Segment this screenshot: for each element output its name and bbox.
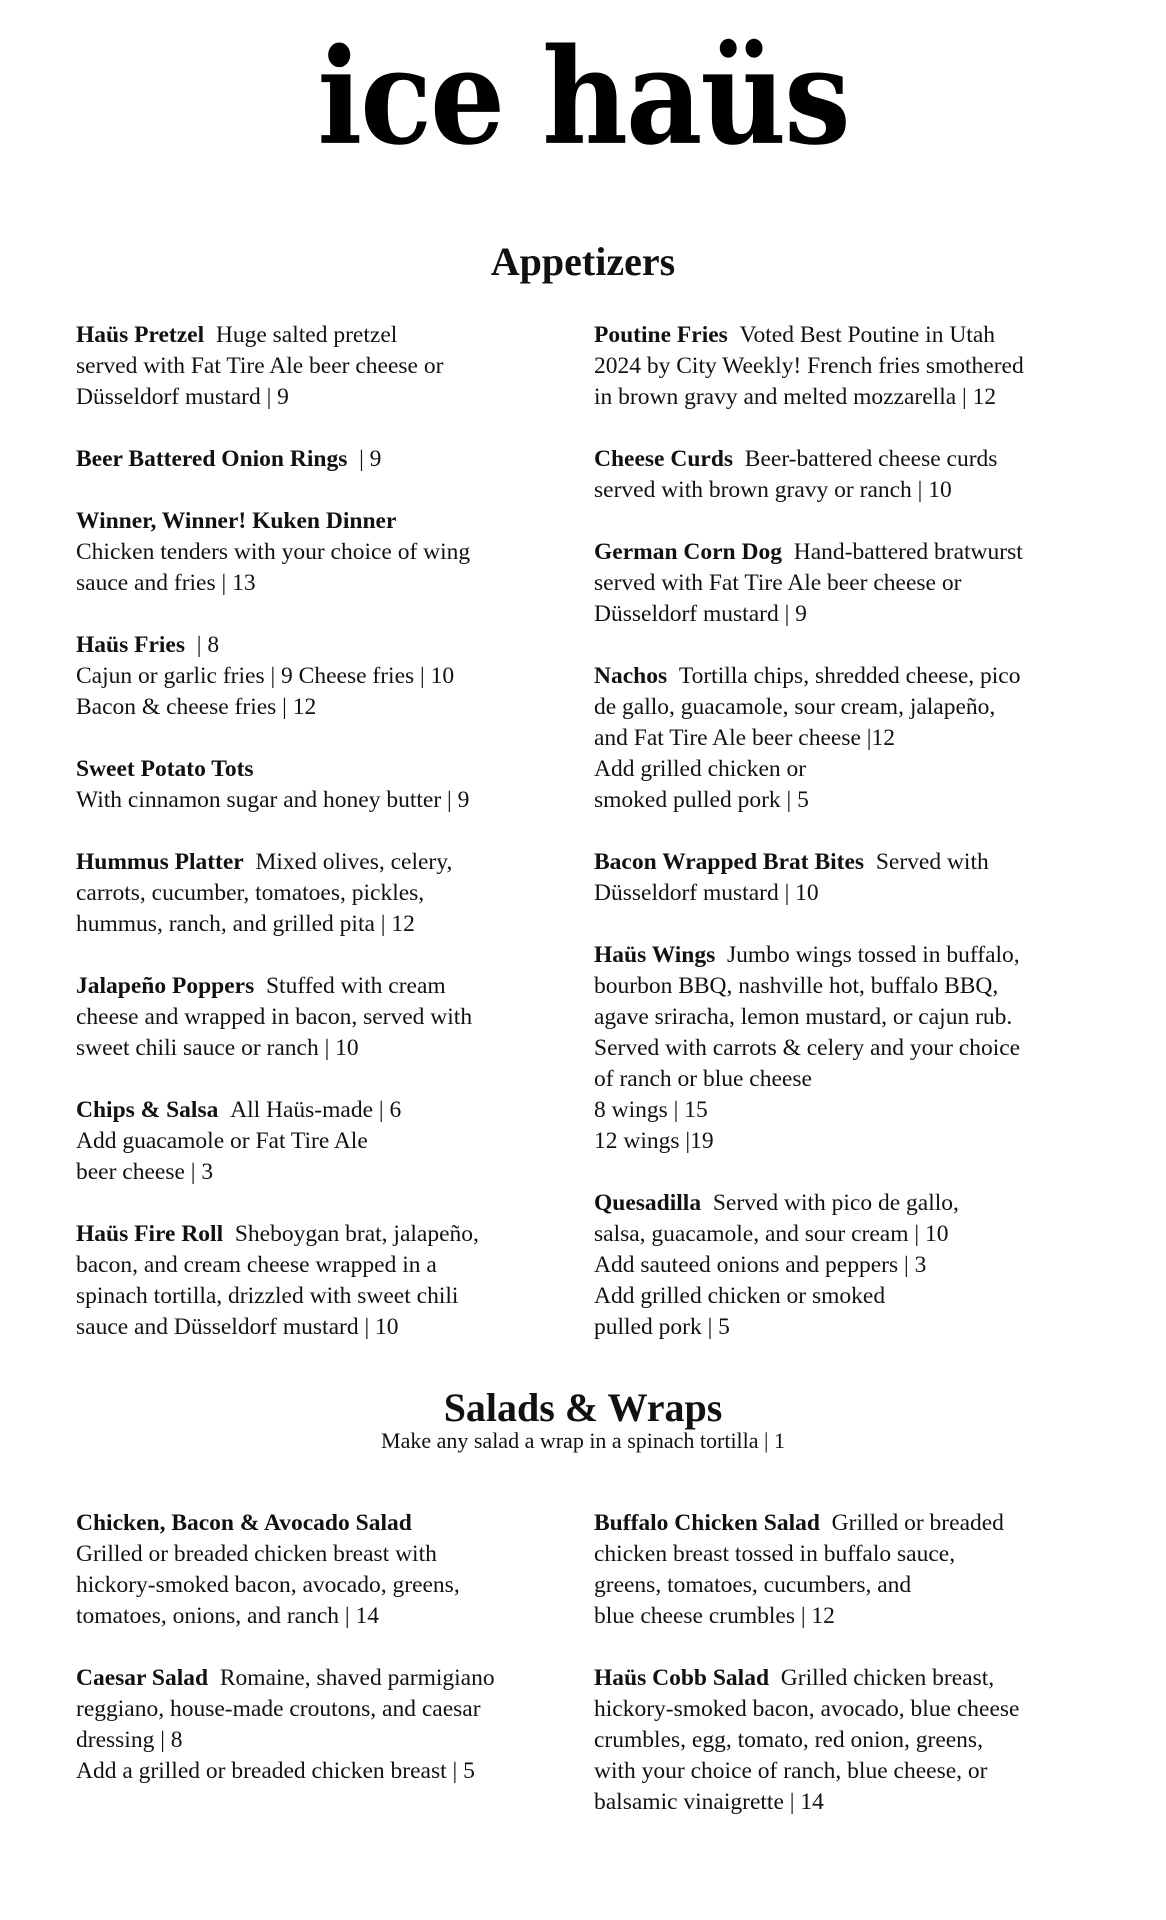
menu-item-name: Buffalo Chicken Salad (594, 1510, 820, 1536)
menu-item-line (594, 1725, 1094, 1756)
menu-item-text: All Haüs-made | 6 (230, 1097, 402, 1123)
menu-item (76, 320, 576, 413)
menu-item-line (594, 1756, 1094, 1787)
menu-item-line (76, 1539, 576, 1570)
menu-item-line (594, 940, 1094, 971)
menu-item (76, 630, 576, 723)
menu-item-name: Nachos (594, 663, 668, 689)
menu-item-text: chicken breast tossed in buffalo sauce, (594, 1541, 956, 1567)
menu-item-line (594, 1601, 1094, 1632)
menu-item-line (594, 971, 1094, 1002)
menu-item (76, 754, 576, 816)
menu-item-line (594, 754, 1094, 785)
menu-item-name: Haüs Pretzel (76, 322, 205, 348)
menu-item-line (76, 1126, 576, 1157)
menu-item (594, 537, 1094, 630)
menu-item-text: Beer-battered cheese curds (744, 446, 998, 472)
appetizers-left-column (76, 320, 576, 1374)
menu-item-line (594, 692, 1094, 723)
menu-item-text: bourbon BBQ, nashville hot, buffalo BBQ, (594, 973, 999, 999)
menu-item-text: of ranch or blue cheese (594, 1066, 812, 1092)
menu-item-name: Haüs Fries (76, 632, 186, 658)
menu-item-line (76, 630, 576, 661)
menu-item-line (594, 847, 1094, 878)
menu-item (76, 1508, 576, 1632)
menu-item-text: Served with pico de gallo, (712, 1190, 959, 1216)
menu-item-line (76, 1157, 576, 1188)
menu-item-name: Haüs Wings (594, 942, 716, 968)
menu-item-line (76, 909, 576, 940)
menu-item-line (76, 878, 576, 909)
menu-item-line (594, 1694, 1094, 1725)
menu-item (76, 1663, 576, 1787)
menu-item-name: Cheese Curds (594, 446, 734, 472)
salads-title: Salads & Wraps (443, 1385, 723, 1430)
menu-item-name: Jalapeño Poppers (76, 973, 255, 999)
menu-item-text: cheese and wrapped in bacon, served with (76, 1004, 473, 1030)
menu-item-text: carrots, cucumber, tomatoes, pickles, (76, 880, 425, 906)
menu-item-line (76, 506, 576, 537)
menu-item-text: Grilled or breaded chicken breast with (76, 1541, 437, 1567)
menu-item-line (594, 878, 1094, 909)
menu-item-line (594, 568, 1094, 599)
menu-item (76, 847, 576, 940)
menu-item-text: 12 wings |19 (594, 1128, 714, 1154)
menu-item-line (594, 1312, 1094, 1343)
menu-item-text: balsamic vinaigrette | 14 (594, 1789, 824, 1815)
menu-item-text: Add a grilled or breaded chicken breast | 5 (76, 1758, 475, 1784)
menu-item-text: | 9 (359, 446, 382, 472)
menu-item-text: hickory-smoked bacon, avocado, blue cheese (594, 1696, 1020, 1722)
menu-item-name: Bacon Wrapped Brat Bites (594, 849, 865, 875)
brand-logo: ice haüs (317, 18, 849, 175)
salads-right-column (594, 1508, 1094, 1849)
menu-item-line (76, 1663, 576, 1694)
menu-item-name: Hummus Platter (76, 849, 244, 875)
menu-item-line (76, 1281, 576, 1312)
menu-item-name: Haüs Cobb Salad (594, 1665, 770, 1691)
menu-item-text: Grilled chicken breast, (780, 1665, 995, 1691)
menu-item-line (76, 754, 576, 785)
menu-item-line (594, 1663, 1094, 1694)
menu-item-text: bacon, and cream cheese wrapped in a (76, 1252, 437, 1278)
menu-item-text: in brown gravy and melted mozzarella | 12 (594, 384, 997, 410)
menu-item-line (76, 568, 576, 599)
menu-item-line (594, 1126, 1094, 1157)
menu-item-text: | 8 (196, 632, 220, 658)
menu-item (594, 940, 1094, 1157)
menu-item-text: de gallo, guacamole, sour cream, jalapeño, (594, 694, 996, 720)
menu-item-text: Add guacamole or Fat Tire Ale (76, 1128, 368, 1154)
menu-item (594, 320, 1094, 413)
menu-item (76, 1095, 576, 1188)
menu-item (594, 1188, 1094, 1343)
menu-item-text: agave sriracha, lemon mustard, or cajun rub. (594, 1004, 1013, 1030)
menu-item (76, 506, 576, 599)
menu-item (594, 1663, 1094, 1818)
menu-item (594, 847, 1094, 909)
salads-left-column (76, 1508, 576, 1818)
appetizers-title: Appetizers (490, 239, 676, 284)
menu-item-text: served with Fat Tire Ale beer cheese or (76, 353, 444, 379)
menu-item-text: sweet chili sauce or ranch | 10 (76, 1035, 359, 1061)
menu-item-name: Chicken, Bacon & Avocado Salad (76, 1510, 412, 1536)
menu-item-text: and Fat Tire Ale beer cheese |12 (594, 725, 895, 751)
menu-item-text: 8 wings | 15 (594, 1097, 708, 1123)
menu-item-line (594, 599, 1094, 630)
menu-item-text: Voted Best Poutine in Utah (739, 322, 995, 348)
menu-item (594, 661, 1094, 816)
menu-item-text: beer cheese | 3 (76, 1159, 214, 1185)
menu-item-text: salsa, guacamole, and sour cream | 10 (594, 1221, 949, 1247)
menu-item-line (76, 1312, 576, 1343)
menu-item-text: smoked pulled pork | 5 (594, 787, 809, 813)
menu-item-text: Add sauteed onions and peppers | 3 (594, 1252, 927, 1278)
menu-item-text: Served with (875, 849, 989, 875)
menu-item-line (594, 1539, 1094, 1570)
menu-item-text: Jumbo wings tossed in buffalo, (727, 942, 1020, 968)
menu-item-text: Hand-battered bratwurst (793, 539, 1023, 565)
menu-item-text: sauce and Düsseldorf mustard | 10 (76, 1314, 399, 1340)
menu-item-line (594, 351, 1094, 382)
menu-item-text: Düsseldorf mustard | 9 (594, 601, 807, 627)
menu-item-line (76, 1250, 576, 1281)
menu-item-name: Haüs Fire Roll (76, 1221, 224, 1247)
menu-item-name: Beer Battered Onion Rings (76, 446, 348, 472)
menu-item-line (594, 382, 1094, 413)
menu-item-line (76, 1095, 576, 1126)
menu-item-text: blue cheese crumbles | 12 (594, 1603, 835, 1629)
appetizers-right-column (594, 320, 1094, 1374)
menu-item-line (76, 1725, 576, 1756)
menu-item-text: pulled pork | 5 (594, 1314, 730, 1340)
menu-item-text: hickory-smoked bacon, avocado, greens, (76, 1572, 460, 1598)
menu-item-line (594, 1095, 1094, 1126)
menu-item-line (76, 320, 576, 351)
menu-item-text: sauce and fries | 13 (76, 570, 256, 596)
salads-subtitle: Make any salad a wrap in a spinach tortilla | 1 (381, 1428, 785, 1453)
menu-item-name: German Corn Dog (594, 539, 782, 565)
menu-item-line (76, 1694, 576, 1725)
menu-item-line (594, 1033, 1094, 1064)
menu-item-line (594, 1281, 1094, 1312)
menu-item-text: Add grilled chicken or smoked (594, 1283, 886, 1309)
menu-item-line (594, 320, 1094, 351)
menu-item (76, 1219, 576, 1343)
menu-item-line (76, 847, 576, 878)
menu-item-text: 2024 by City Weekly! French fries smothered (594, 353, 1024, 379)
menu-item-text: Served with carrots & celery and your choice (594, 1035, 1021, 1061)
menu-item-line (76, 1219, 576, 1250)
menu-item-line (594, 475, 1094, 506)
menu-item-text: Mixed olives, celery, (255, 849, 453, 875)
menu-item-text: Tortilla chips, shredded cheese, pico (678, 663, 1021, 689)
menu-item-name: Sweet Potato Tots (76, 756, 254, 782)
menu-item-line (594, 723, 1094, 754)
menu-item (76, 444, 576, 475)
menu-item-line (76, 1002, 576, 1033)
menu-item-text: Romaine, shaved parmigiano (219, 1665, 495, 1691)
menu-item-line (594, 1250, 1094, 1281)
menu-item-line (594, 444, 1094, 475)
menu-item-line (594, 785, 1094, 816)
menu-item-name: Quesadilla (594, 1190, 702, 1216)
menu-item-text: Cajun or garlic fries | 9 Cheese fries | 10 (76, 663, 455, 689)
menu-item-line (76, 1508, 576, 1539)
menu-item-text: Bacon & cheese fries | 12 (76, 694, 317, 720)
menu-item-text: Chicken tenders with your choice of wing (76, 539, 471, 565)
menu-item-line (76, 351, 576, 382)
menu-item-line (76, 971, 576, 1002)
menu-item-text: crumbles, egg, tomato, red onion, greens, (594, 1727, 983, 1753)
menu-item-line (76, 444, 576, 475)
menu-item-line (594, 1002, 1094, 1033)
menu-item-text: served with Fat Tire Ale beer cheese or (594, 570, 962, 596)
menu-item-text: dressing | 8 (76, 1727, 183, 1753)
menu-item-name: Caesar Salad (76, 1665, 209, 1691)
menu-item-name: Winner, Winner! Kuken Dinner (76, 508, 397, 534)
menu-item-line (594, 1787, 1094, 1818)
menu-item-line (76, 692, 576, 723)
menu-item-line (76, 1756, 576, 1787)
menu-item-line (594, 1064, 1094, 1095)
menu-item-text: tomatoes, onions, and ranch | 14 (76, 1603, 379, 1629)
menu-item-text: Sheboygan brat, jalapeño, (234, 1221, 479, 1247)
menu-item-text: served with brown gravy or ranch | 10 (594, 477, 952, 503)
menu-item-text: Düsseldorf mustard | 10 (594, 880, 819, 906)
menu-item-text: With cinnamon sugar and honey butter | 9 (76, 787, 470, 813)
menu-item-line (76, 1570, 576, 1601)
menu-item-line (594, 1508, 1094, 1539)
menu-item-line (594, 661, 1094, 692)
menu-item-text: with your choice of ranch, blue cheese, or (594, 1758, 988, 1784)
menu-item-text: hummus, ranch, and grilled pita | 12 (76, 911, 415, 937)
menu-item-text: spinach tortilla, drizzled with sweet chili (76, 1283, 459, 1309)
menu-item-line (594, 1188, 1094, 1219)
menu-item-line (594, 537, 1094, 568)
menu-item-line (594, 1219, 1094, 1250)
menu-item-text: reggiano, house-made croutons, and caesar (76, 1696, 481, 1722)
menu-item-line (76, 537, 576, 568)
menu-item-text: Huge salted pretzel (215, 322, 398, 348)
menu-item-line (76, 785, 576, 816)
menu-item (76, 971, 576, 1064)
menu-item-line (76, 661, 576, 692)
menu-item-line (594, 1570, 1094, 1601)
menu-item-name: Poutine Fries (594, 322, 728, 348)
menu-item-line (76, 382, 576, 413)
menu-item-text: Add grilled chicken or (594, 756, 807, 782)
menu-item-text: Düsseldorf mustard | 9 (76, 384, 289, 410)
menu-item-text: greens, tomatoes, cucumbers, and (594, 1572, 912, 1598)
menu-item-line (76, 1033, 576, 1064)
menu-item (594, 444, 1094, 506)
menu-item-name: Chips & Salsa (76, 1097, 219, 1123)
menu-item-text: Grilled or breaded (831, 1510, 1004, 1536)
menu-item-text: Stuffed with cream (265, 973, 446, 999)
menu-item (594, 1508, 1094, 1632)
menu-item-line (76, 1601, 576, 1632)
